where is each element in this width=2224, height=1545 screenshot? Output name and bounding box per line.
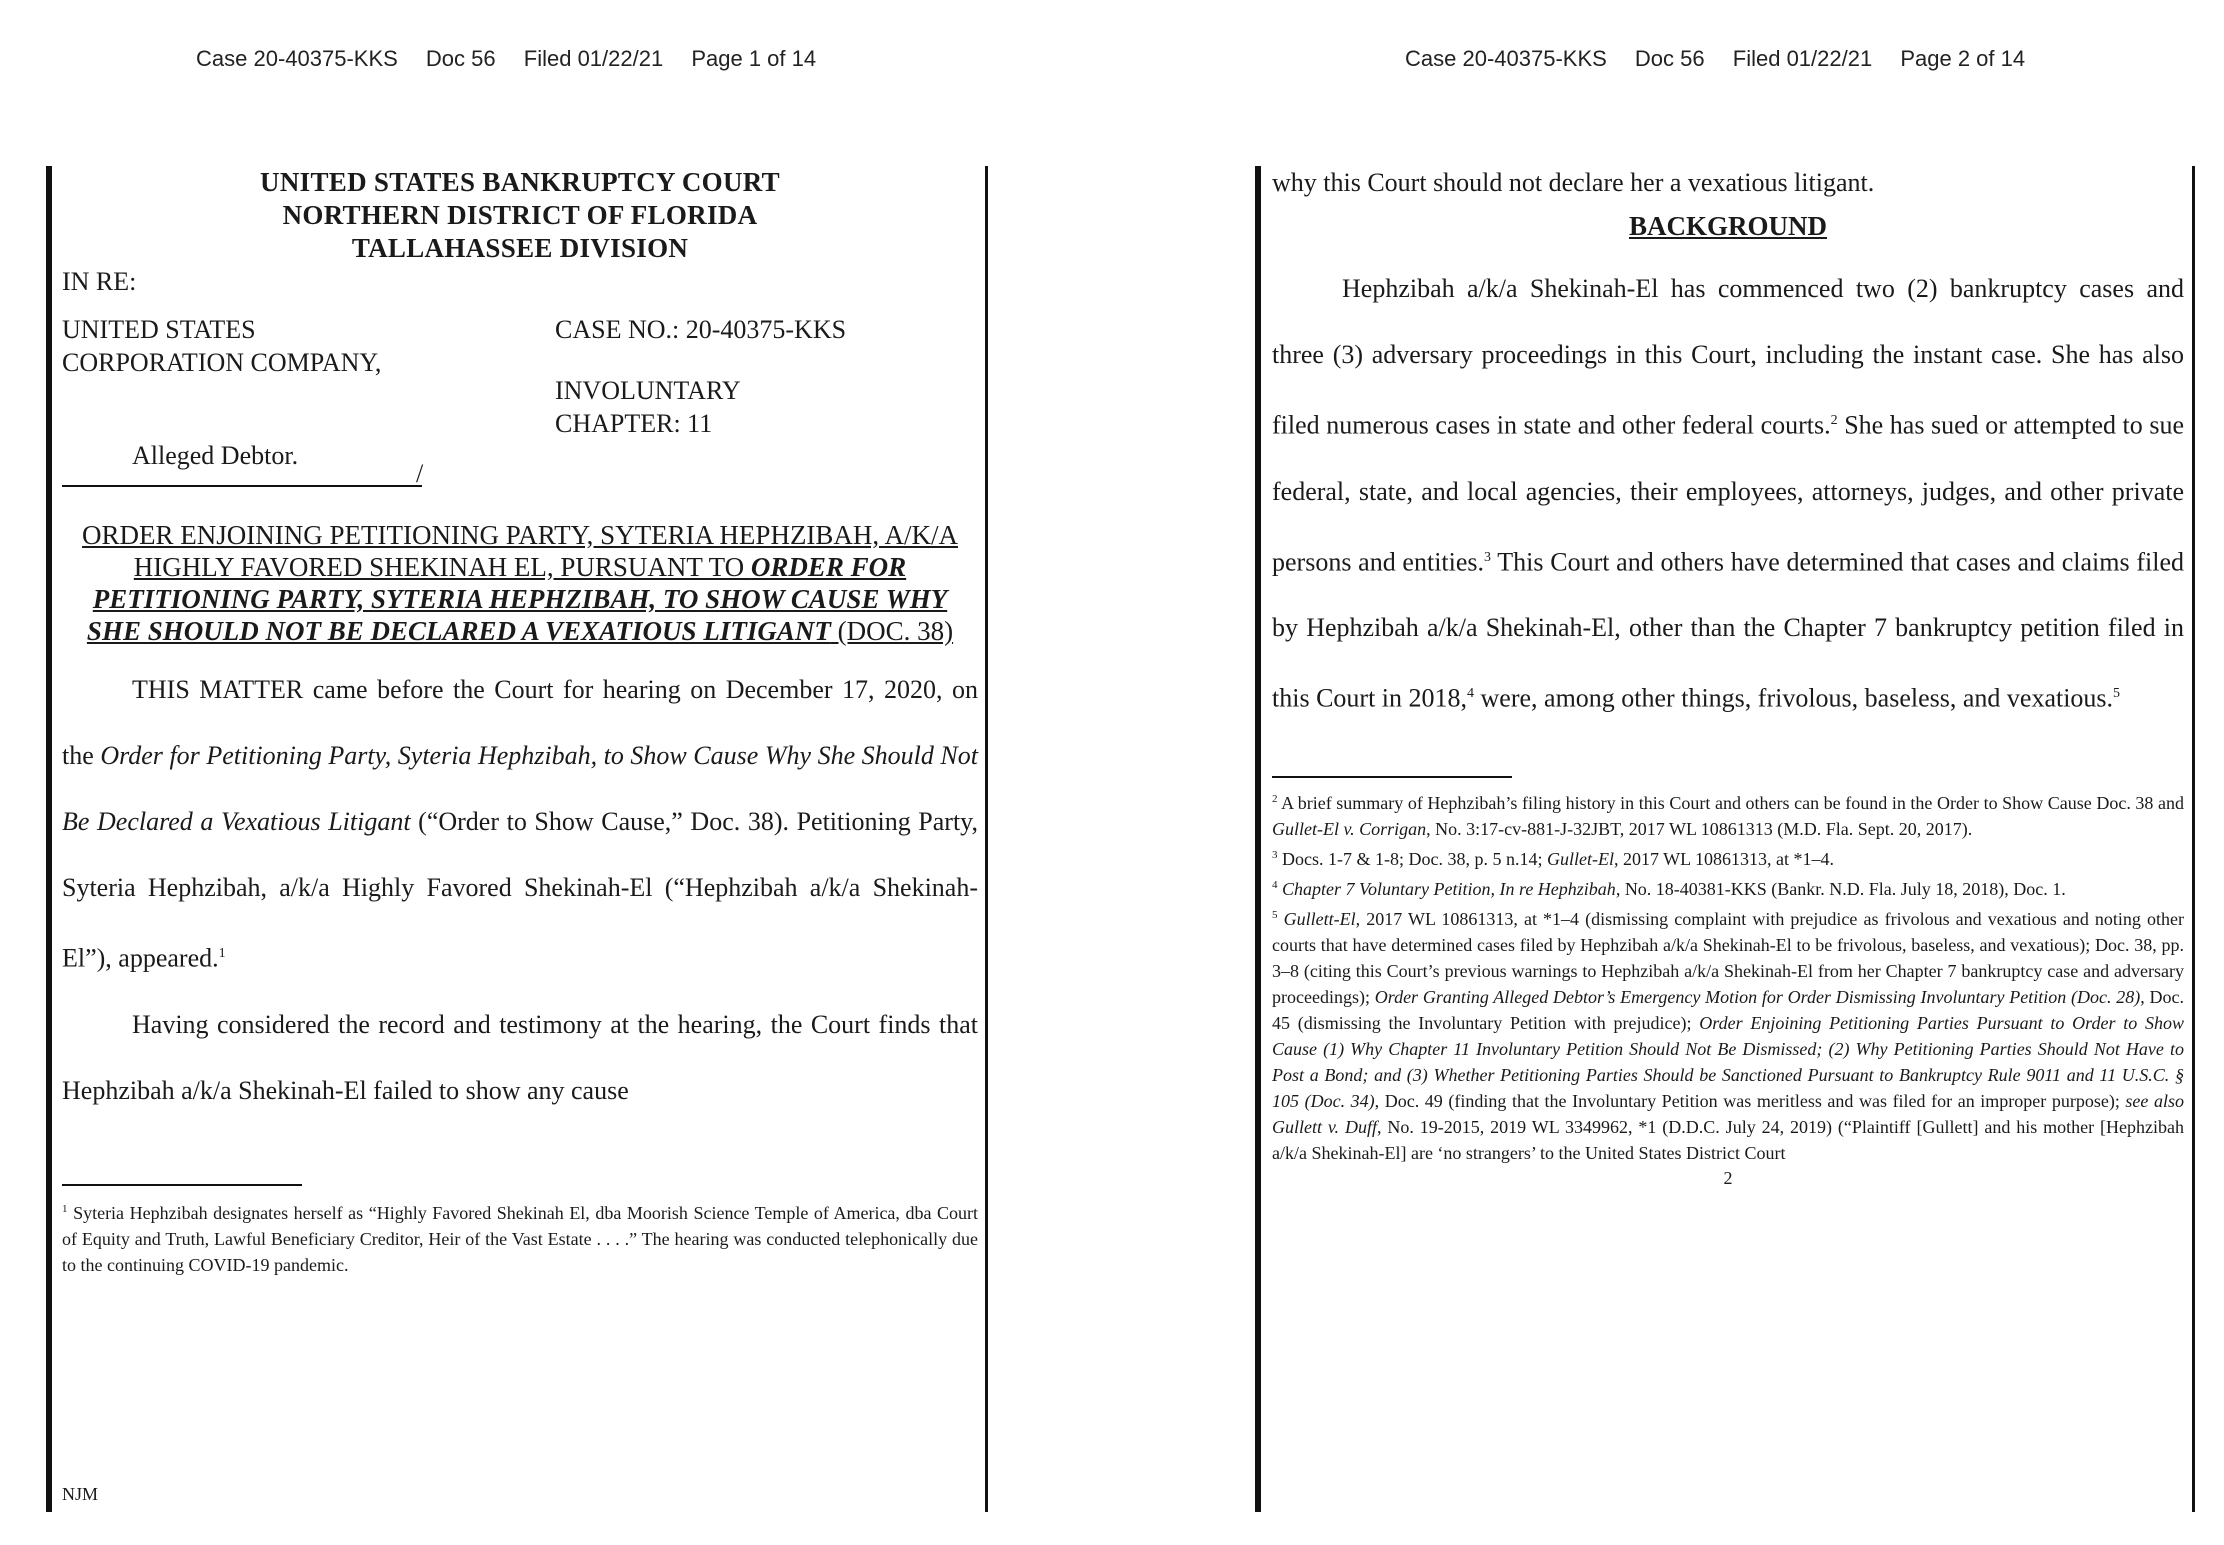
fn4-num: 4 xyxy=(1272,878,1278,891)
page-1-body xyxy=(62,166,978,1278)
fn5-b: , Doc. 45 (dismissing the Involuntary Petition with prejudice); xyxy=(1272,986,2184,1033)
footnote-rule xyxy=(62,1184,302,1186)
order-title xyxy=(62,519,978,647)
court-line-1: UNITED STATES BANKRUPTCY COURT xyxy=(260,167,780,197)
filed-date: Filed 01/22/21 xyxy=(523,46,664,71)
footnote-1-num: 1 xyxy=(62,1202,68,1215)
court-heading xyxy=(62,166,978,265)
fn5-num: 5 xyxy=(1272,908,1278,921)
bg-text-d: were, among other things, frivolous, baseless, and vexatious. xyxy=(1474,683,2114,713)
fn5-i2: Order Granting Alleged Debtor’s Emergency Motion for Order Dismissing Involuntary Petition (Doc. 28) xyxy=(1374,986,2141,1007)
footnote-ref-2: 2 xyxy=(1830,413,1838,428)
footnote-3 xyxy=(1272,842,2184,872)
involuntary-label: INVOLUNTARY xyxy=(555,376,741,405)
paragraph-2: Having considered the record and testimony at the hearing, the Court finds that Hephzibah a/k/a Shekinah-El failed to show any cause xyxy=(62,1009,978,1105)
footnote-2 xyxy=(1272,786,2184,842)
page-header xyxy=(1405,46,2047,72)
initials: NJM xyxy=(62,1484,99,1504)
party-name-1: UNITED STATES xyxy=(62,315,256,344)
page-2-body xyxy=(1272,166,2184,1189)
court-line-2: NORTHERN DISTRICT OF FLORIDA xyxy=(282,200,758,230)
case-no: CASE NO.: 20-40375-KKS xyxy=(555,315,847,344)
bg-text-c: This Court and others have determined that cases and claims filed by Hephzibah a/k/a Shekinah-El, other than the Chapter 7 bankruptcy petition filed in this Court in 2018, xyxy=(1272,547,2184,713)
fn5-i4: see also Gullett v. Duff xyxy=(1272,1090,2184,1137)
footnote-1 xyxy=(62,1196,978,1278)
fn2-i: Gullet-El v. Corrigan xyxy=(1272,818,1427,839)
footnote-4 xyxy=(1272,872,2184,902)
page-count: Page 1 of 14 xyxy=(691,46,817,71)
background-paragraph xyxy=(1272,256,2184,732)
para1-text-a: THIS MATTER came before the Court for hearing on December 17, 2020, on the xyxy=(62,675,978,770)
footnote-rule xyxy=(1272,776,1512,778)
left-margin-bar xyxy=(46,166,52,1512)
page-count: Page 2 of 14 xyxy=(1900,46,2026,71)
right-margin-bar xyxy=(985,166,988,1512)
continued-line: why this Court should not declare her a vexatious litigant. xyxy=(1272,168,1875,197)
party-name-2: CORPORATION COMPANY, xyxy=(62,348,382,377)
page-number: 2 xyxy=(1723,1167,1733,1188)
case-caption xyxy=(62,313,978,470)
fn5-a: , 2017 WL 10861313, at *1–4 (dismissing complaint with prejudice as frivolous and vexatious and noting other courts that have determined cases filed by Hephzibah a/k/a Shekinah-El to be frivolous, baseless, and vexatious); Doc. 38, pp. 3–8 (citing this Court’s previous warnings to Hephzibah a/k/a Shekinah-El from her Chapter 7 bankruptcy case and adversary proceedings); xyxy=(1272,908,2185,1007)
paragraph-1 xyxy=(62,657,978,992)
footnote-ref-3: 3 xyxy=(1484,549,1492,565)
footnote-ref-1: 1 xyxy=(218,946,226,961)
background-heading: BACKGROUND xyxy=(1628,211,1827,241)
fn2-a: A brief summary of Hephzibah’s filing history in this Court and others can be found in the Order to Show Cause Doc. 38 and xyxy=(1281,792,2184,813)
para1-text-b: (“Order to Show Cause,” Doc. 38). Petitioning Party, Syteria Hephzibah, a/k/a Highly Favored Shekinah-El (“Hephzibah a/k/a Shekinah-El”), appeared. xyxy=(62,807,978,973)
fn5-d: , No. 19-2015, 2019 WL 3349962, *1 (D.D.C. July 24, 2019) (“Plaintiff [Gullett] and his mother [Hephzibah a/k/a Shekinah-El] are ‘no strangers’ to the United States District Court xyxy=(1272,1116,2184,1163)
case-number: Case 20-40375-KKS xyxy=(196,46,398,71)
doc-number: Doc 56 xyxy=(425,46,496,71)
fn3-i: Gullet-El xyxy=(1546,848,1614,869)
para1-italic: Order for Petitioning Party, Syteria Hephzibah, to Show Cause Why She Should Not Be Declared a Vexatious Litigant xyxy=(62,741,978,836)
filed-date: Filed 01/22/21 xyxy=(1732,46,1873,71)
slash-mark: / xyxy=(416,459,424,488)
signature-line xyxy=(62,459,978,493)
fn3-b: , 2017 WL 10861313, at *1–4. xyxy=(1613,848,1834,869)
footnote-ref-4: 4 xyxy=(1467,686,1475,702)
fn2-b: , No. 3:17-cv-881-J-32JBT, 2017 WL 10861313 (M.D. Fla. Sept. 20, 2017). xyxy=(1426,818,1973,839)
fn3-a: Docs. 1-7 & 1-8; Doc. 38, p. 5 n.14; xyxy=(1282,848,1547,869)
title-plain: ORDER ENJOINING PETITIONING PARTY, SYTERIA HEPHZIBAH, A/K/A HIGHLY FAVORED SHEKINAH EL, PURSUANT TO xyxy=(82,520,958,582)
doc-number: Doc 56 xyxy=(1634,46,1705,71)
fn5-i1: Gullett-El xyxy=(1283,908,1356,929)
fn3-num: 3 xyxy=(1272,848,1278,861)
right-margin-bar xyxy=(2192,166,2195,1512)
bg-text-b: She has sued or attempted to sue federal, state, and local agencies, their employees, attorneys, judges, and other private persons and entities. xyxy=(1272,410,2185,577)
footnote-1-text: Syteria Hephzibah designates herself as “Highly Favored Shekinah El, dba Moorish Science Temple of America, dba Court of Equity and Truth, Lawful Beneficiary Creditor, Heir of the Vast Estate . . . .” The hearing was conducted telephonically due to the continuing COVID-19 pandemic. xyxy=(62,1202,979,1275)
chapter-label: CHAPTER: 11 xyxy=(555,409,713,438)
fn4-i: Chapter 7 Voluntary Petition, In re Hephzibah xyxy=(1282,878,1616,899)
footnote-5 xyxy=(1272,902,2184,1166)
footnote-ref-5: 5 xyxy=(2113,686,2121,702)
alleged-debtor: Alleged Debtor. xyxy=(132,441,299,470)
fn2-num: 2 xyxy=(1272,792,1278,805)
fn4-b: , No. 18-40381-KKS (Bankr. N.D. Fla. July 18, 2018), Doc. 1. xyxy=(1615,878,2066,899)
case-number: Case 20-40375-KKS xyxy=(1405,46,1607,71)
left-margin-bar xyxy=(1255,166,1261,1512)
title-end: (DOC. 38) xyxy=(830,616,954,646)
page-header xyxy=(196,46,838,72)
bg-text-a: Hephzibah a/k/a Shekinah-El has commenced two (2) bankruptcy cases and three (3) adversary proceedings in this Court, including the instant case. She has also filed numerous cases in state and other federal courts. xyxy=(1272,274,2184,440)
page-2 xyxy=(1112,0,2224,1545)
in-re: IN RE: xyxy=(62,267,137,296)
fn5-i3: Order Enjoining Petitioning Parties Pursuant to Order to Show Cause (1) Why Chapter 11 Involuntary Petition Should Not Be Dismissed; (2) Why Petitioning Parties Should Not Have to Post a Bond; and (3) Whether Petitioning Parties Should be Sanctioned Pursuant to Bankruptcy Rule 9011 and 11 U.S.C. § 105 (Doc. 34) xyxy=(1272,1012,2184,1111)
court-line-3: TALLAHASSEE DIVISION xyxy=(351,233,689,263)
title-italic: ORDER FOR PETITIONING PARTY, SYTERIA HEPHZIBAH, TO SHOW CAUSE WHY SHE SHOULD NOT BE DECLARED A VEXATIOUS LITIGANT xyxy=(86,552,948,646)
fn5-c: , Doc. 49 (finding that the Involuntary Petition was meritless and was filed for an improper purpose); xyxy=(1374,1090,2126,1111)
